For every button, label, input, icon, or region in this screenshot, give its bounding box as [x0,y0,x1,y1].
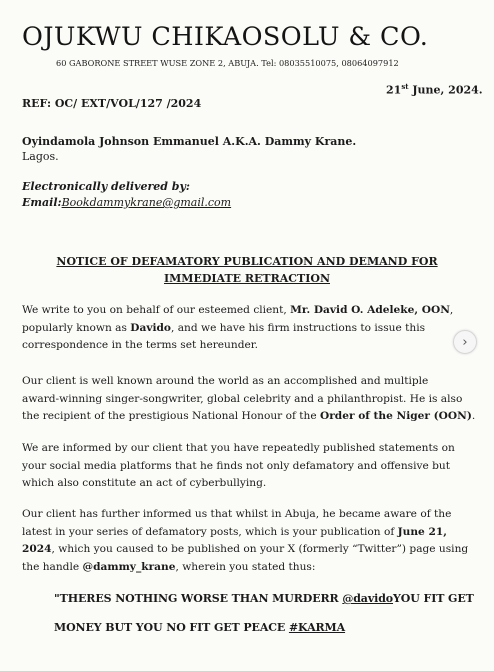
text-run: , wherein you stated thus: [175,560,316,573]
paragraph-line [22,541,474,559]
quote-line-2 [54,621,345,634]
paragraph-line [22,559,474,577]
email-prefix: Email: [22,196,62,209]
paragraph-line: We are informed by our client that you have repeatedly published statements on [22,442,455,454]
paragraph-line [22,320,474,338]
paragraph-line: correspondence in the terms set hereunder. [22,339,259,351]
client-name: Mr. David O. Adeleke, OON [290,304,450,316]
text-run: MONEY BUT YOU NO FIT GET PEACE [54,621,289,634]
paragraph-4 [22,506,474,576]
date-day: 21 [386,83,402,97]
text-run: popularly known as [22,321,131,334]
paragraph-line: which also constitute an act of cyberbullying. [22,477,267,489]
mention-davido: @davido [342,592,394,605]
next-slide-button[interactable] [453,330,477,354]
firm-name: OJUKWU CHIKAOSOLU & CO. [22,22,429,52]
email-line [22,196,231,209]
paragraph-line: your social media platforms that he finds not only defamatory and offensive but [22,459,450,472]
text-run: the recipient of the prestigious National Honour of the [22,410,320,422]
paragraph-line: award-winning singer-songwriter, global celebrity and a philanthropist. He is also [22,392,463,405]
text-run: We write to you on behalf of our esteemed client, [22,304,291,316]
client-alias: Davido [130,321,171,334]
date-suffix: st [401,82,409,91]
hashtag-karma: #KARMA [288,621,346,634]
quote-line-1 [54,592,474,605]
text-run: , which you caused to be published on your X (formerly “Twitter”) page using [51,543,469,555]
paragraph-line [22,408,474,426]
paragraph-line [22,302,474,320]
twitter-handle: @dammy_krane [82,560,176,573]
reference-number: REF: OC/ EXT/VOL/127 /2024 [22,97,202,110]
delivery-label: Electronically delivered by: [22,180,190,193]
text-run: . [471,410,476,422]
text-run: , and we have his firm instructions to issue this [171,321,426,334]
paragraph-line [22,524,474,542]
paragraph-3 [22,440,474,493]
paragraph-line: Our client has further informed us that whilst in Abuja, he became aware of the [22,508,452,520]
paragraph-1 [22,302,474,355]
email-link[interactable]: Bookdammykrane@gmail.com [61,196,232,209]
text-run: , [449,304,454,316]
subject-line-2: IMMEDIATE RETRACTION [163,272,330,285]
chevron-right-icon: › [462,334,468,350]
text-run: YOU FIT GET [393,592,474,605]
publication-year: 2024 [22,543,52,555]
text-run: the handle [22,560,83,573]
paragraph-line: Our client is well known around the world as an accomplished and multiple [22,375,429,387]
date-rest: June, 2024. [408,83,483,97]
recipient-city: Lagos. [22,150,59,163]
honour-name: Order of the Niger (OON) [319,410,472,422]
subject-line-1: NOTICE OF DEFAMATORY PUBLICATION AND DEMAND FOR [56,255,438,268]
firm-address: 60 GABORONE STREET WUSE ZONE 2, ABUJA. Tel: 08035510075, 08064097912 [56,58,399,68]
recipient-name: Oyindamola Johnson Emmanuel A.K.A. Dammy Krane. [22,135,357,148]
text-run: latest in your series of defamatory posts, which is your publication of [22,525,398,538]
letter-date [386,82,483,97]
publication-date: June 21, [397,525,447,538]
text-run: "THERES NOTHING WORSE THAN MURDERR [54,592,343,605]
paragraph-2 [22,373,474,426]
